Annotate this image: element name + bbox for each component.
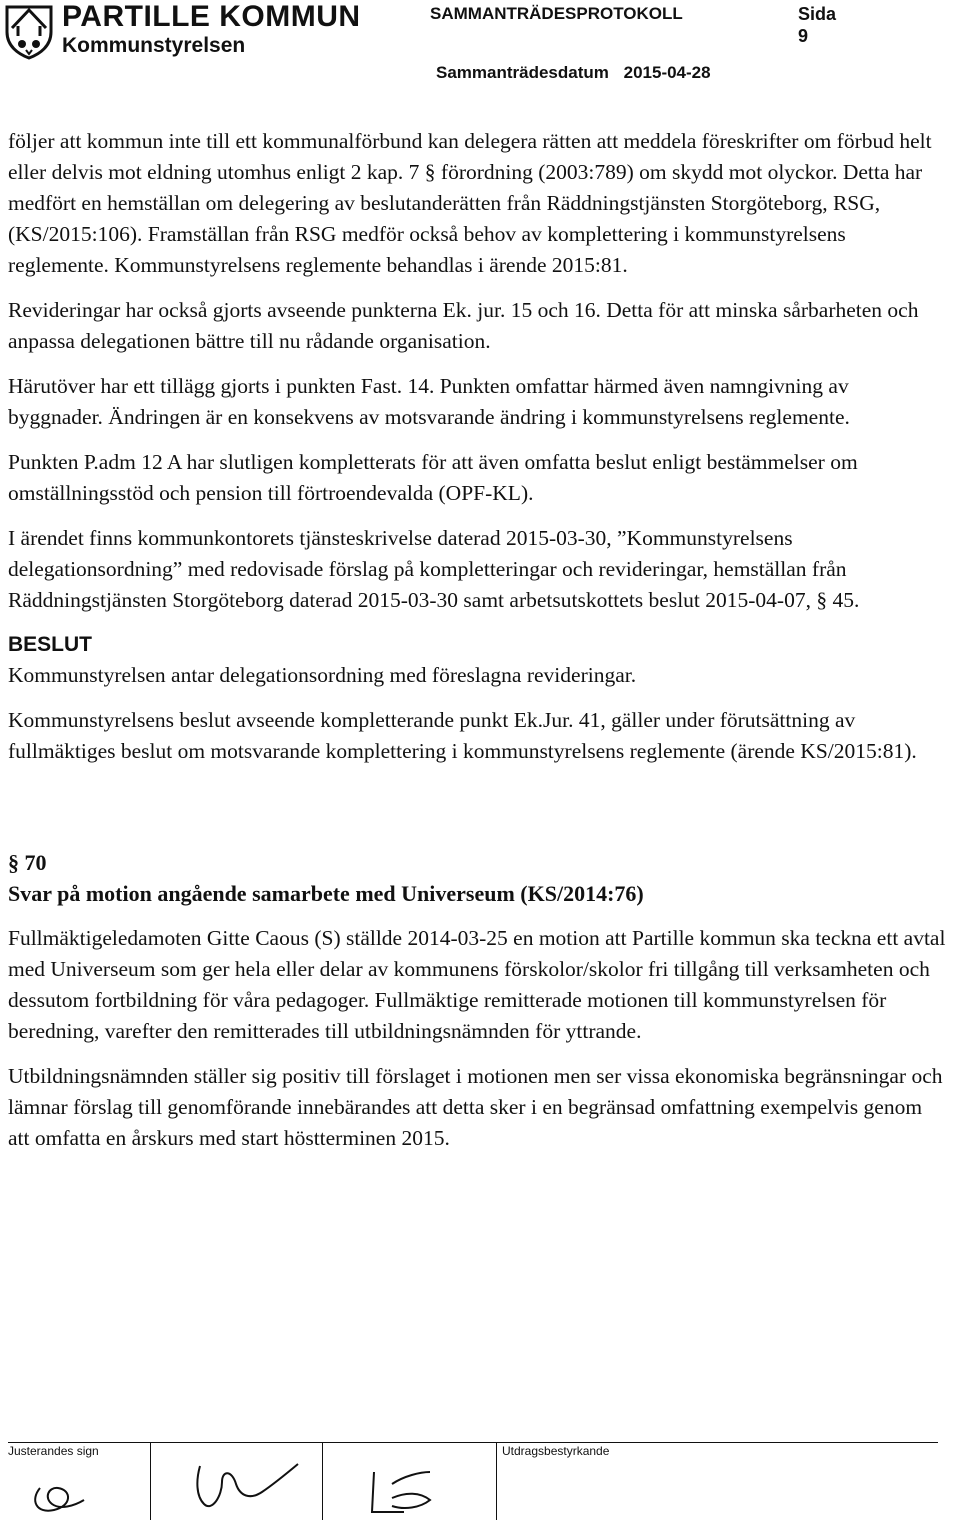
beslut-heading: BESLUT (8, 633, 92, 656)
organization-name: PARTILLE KOMMUN (62, 0, 361, 33)
body-paragraph: I ärendet finns kommunkontorets tjänsteskrivelse daterad 2015-03-30, ”Kommunstyrelsens delegationsordning” med redovisade förslag på kompletteringar och revideringar, hemställan från Räddningstjänsten Storgöteborg daterad 2015-03-30 samt arbetsutskottets beslut 2015-04-07, § 45. (8, 526, 860, 612)
signature-3 (372, 1472, 430, 1512)
section-number: § 70 (8, 850, 47, 875)
page-number: 9 (798, 26, 809, 46)
body-paragraph: följer att kommun inte till ett kommunalförbund kan delegera rätten att meddela föreskrifter om förbud helt eller delvis mot eldning utomhus enligt 2 kap. 7 § förordning (2003:789) om skydd mot olyckor. Detta har medfört en hemställan om delegering av beslutanderätten från Räddningstjänsten Storgöteborg, RSG, (KS/2015:106). Framställan från RSG medför också behov av komplettering i kommunstyrelsens reglemente. Kommunstyrelsens reglemente behandlas i ärende 2015:81. (8, 129, 932, 277)
body-paragraph: Härutöver har ett tillägg gjorts i punkten Fast. 14. Punkten omfattar härmed även namngivning av byggnader. Ändringen är en konsekvens av motsvarande ändring i kommunstyrelsens reglemente. (8, 374, 850, 429)
organization-unit: Kommunstyrelsen (62, 34, 246, 57)
body-paragraph: Revideringar har också gjorts avseende punkterna Ek. jur. 15 och 16. Detta för att minska sårbarheten och anpassa delegationen bättre till nu rådande organisation. (8, 298, 919, 353)
crest-icon (4, 4, 54, 60)
meeting-date-row (436, 63, 711, 83)
signature-marks (0, 1430, 960, 1520)
beslut-paragraph: Kommunstyrelsens beslut avseende kompletterande punkt Ek.Jur. 41, gäller under förutsättning av fullmäktiges beslut om motsvarande komplettering i kommunstyrelsens reglemente (ärende KS/2015:81). (8, 708, 917, 763)
page-label: Sida (798, 4, 837, 24)
section-spacer (8, 781, 948, 847)
protocol-body (8, 126, 948, 1168)
page-header (0, 0, 960, 100)
section-paragraph: Fullmäktigeledamoten Gitte Caous (S) ställde 2014-03-25 en motion att Partille kommun ska teckna ett avtal med Universeum som ger hela eller delar av kommunens förskolor/skolor fri tillgång till verksamheten och dessutom fortbildning för våra pedagoger. Fullmäktige remitterade motionen till kommunstyrelsen för beredning, varefter den remitterades till utbildningsnämnden för yttrande. (8, 926, 946, 1043)
protocol-title: SAMMANTRÄDESPROTOKOLL (430, 4, 683, 23)
section-title: Svar på motion angående samarbete med Universeum (KS/2014:76) (8, 881, 644, 906)
meeting-date-label: Sammanträdesdatum (436, 63, 609, 82)
signature-2 (197, 1464, 298, 1506)
body-paragraph: Punkten P.adm 12 A har slutligen kompletterats för att även omfatta beslut enligt bestämmelser om omställningsstöd och pension till förtroendevalda (OPF-KL). (8, 450, 858, 505)
extract-label: Utdragsbestyrkande (502, 1444, 610, 1458)
signature-1 (35, 1488, 84, 1511)
beslut-paragraph: Kommunstyrelsen antar delegationsordning med föreslagna revideringar. (8, 663, 637, 687)
sign-label: Justerandes sign (8, 1444, 99, 1458)
section-paragraph: Utbildningsnämnden ställer sig positiv till förslaget i motionen men ser vissa ekonomiska begränsningar och lämnar förslag till genomförande innebärandes att detta sker i en begränsad omfattning exempelvis genom att omfatta en årskurs med start höstterminen 2015. (8, 1064, 943, 1150)
page-footer (0, 1430, 960, 1520)
meeting-date: 2015-04-28 (623, 63, 711, 82)
